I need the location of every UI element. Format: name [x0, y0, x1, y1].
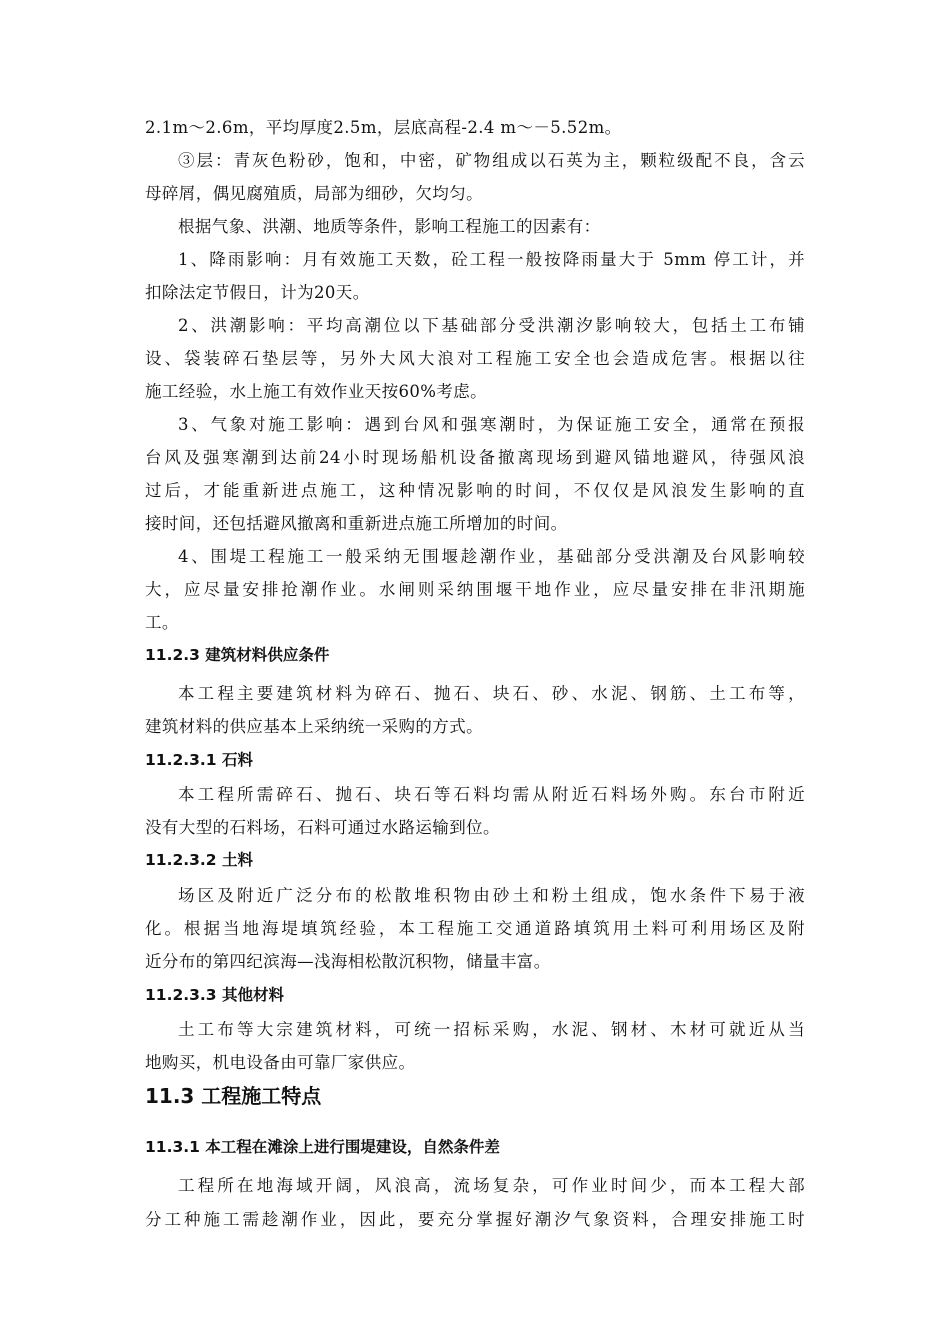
subsection-heading: 11.2.3.3 其他材料 [145, 986, 284, 1004]
body-line: 3、气象对施工影响：遇到台风和强寒潮时，为保证施工安全，通常在预报 [178, 415, 805, 434]
body-line: 4、围堤工程施工一般采纳无围堰趁潮作业，基础部分受洪潮及台风影响较 [178, 547, 805, 566]
body-line: 母碎屑，偶见腐殖质，局部为细砂，欠均匀。 [145, 184, 483, 203]
body-line: 大，应尽量安排抢潮作业。水闸则采纳围堰干地作业，应尽量安排在非汛期施 [145, 580, 805, 599]
body-line: 没有大型的石料场，石料可通过水路运输到位。 [145, 818, 500, 837]
body-line: 设、袋装碎石垫层等，另外大风大浪对工程施工安全也会造成危害。根据以往 [145, 349, 805, 368]
section-heading: 11.3.1 本工程在滩涂上进行围堤建设，自然条件差 [145, 1138, 500, 1156]
chapter-heading: 11.3 工程施工特点 [145, 1084, 322, 1108]
body-line: 施工经验，水上施工有效作业天按60%考虑。 [145, 382, 488, 401]
body-line: 建筑材料的供应基本上采纳统一采购的方式。 [145, 717, 483, 736]
body-line: 化。根据当地海堤填筑经验，本工程施工交通道路填筑用土料可利用场区及附 [145, 919, 805, 938]
body-line: 扣除法定节假日，计为20天。 [145, 283, 370, 302]
body-line: 2.1m～2.6m，平均厚度2.5m，层底高程-2.4 m～－5.52m。 [145, 118, 622, 137]
body-line: 过后，才能重新进点施工，这种情况影响的时间，不仅仅是风浪发生影响的直 [145, 481, 805, 500]
body-line: 近分布的第四纪滨海—浅海相松散沉积物，储量丰富。 [145, 952, 551, 971]
body-line: 1、降雨影响：月有效施工天数，砼工程一般按降雨量大于 5mm 停工计，并 [178, 250, 805, 269]
body-line: 土工布等大宗建筑材料，可统一招标采购，水泥、钢材、木材可就近从当 [178, 1020, 805, 1039]
body-line: 工。 [145, 613, 179, 632]
body-line: ③层：青灰色粉砂，饱和，中密，矿物组成以石英为主，颗粒级配不良，含云 [178, 151, 805, 170]
section-heading: 11.2.3 建筑材料供应条件 [145, 646, 330, 664]
subsection-heading: 11.2.3.2 土料 [145, 851, 253, 869]
body-line: 分工种施工需趁潮作业，因此，要充分掌握好潮汐气象资料，合理安排施工时 [145, 1210, 805, 1229]
body-line: 本工程主要建筑材料为碎石、抛石、块石、砂、水泥、钢筋、土工布等， [178, 684, 805, 703]
body-line: 2、洪潮影响：平均高潮位以下基础部分受洪潮汐影响较大，包括土工布铺 [178, 316, 805, 335]
body-line: 场区及附近广泛分布的松散堆积物由砂土和粉土组成，饱水条件下易于液 [178, 886, 805, 905]
body-line: 本工程所需碎石、抛石、块石等石料均需从附近石料场外购。东台市附近 [178, 785, 805, 804]
body-line: 接时间，还包括避风撤离和重新进点施工所增加的时间。 [145, 514, 568, 533]
body-line: 根据气象、洪潮、地质等条件，影响工程施工的因素有： [178, 217, 601, 236]
body-line: 工程所在地海域开阔，风浪高，流场复杂，可作业时间少，而本工程大部 [178, 1176, 805, 1195]
body-line: 地购买，机电设备由可靠厂家供应。 [145, 1053, 416, 1072]
subsection-heading: 11.2.3.1 石料 [145, 751, 253, 769]
body-line: 台风及强寒潮到达前24小时现场船机设备撤离现场到避风锚地避风，待强风浪 [145, 448, 805, 467]
